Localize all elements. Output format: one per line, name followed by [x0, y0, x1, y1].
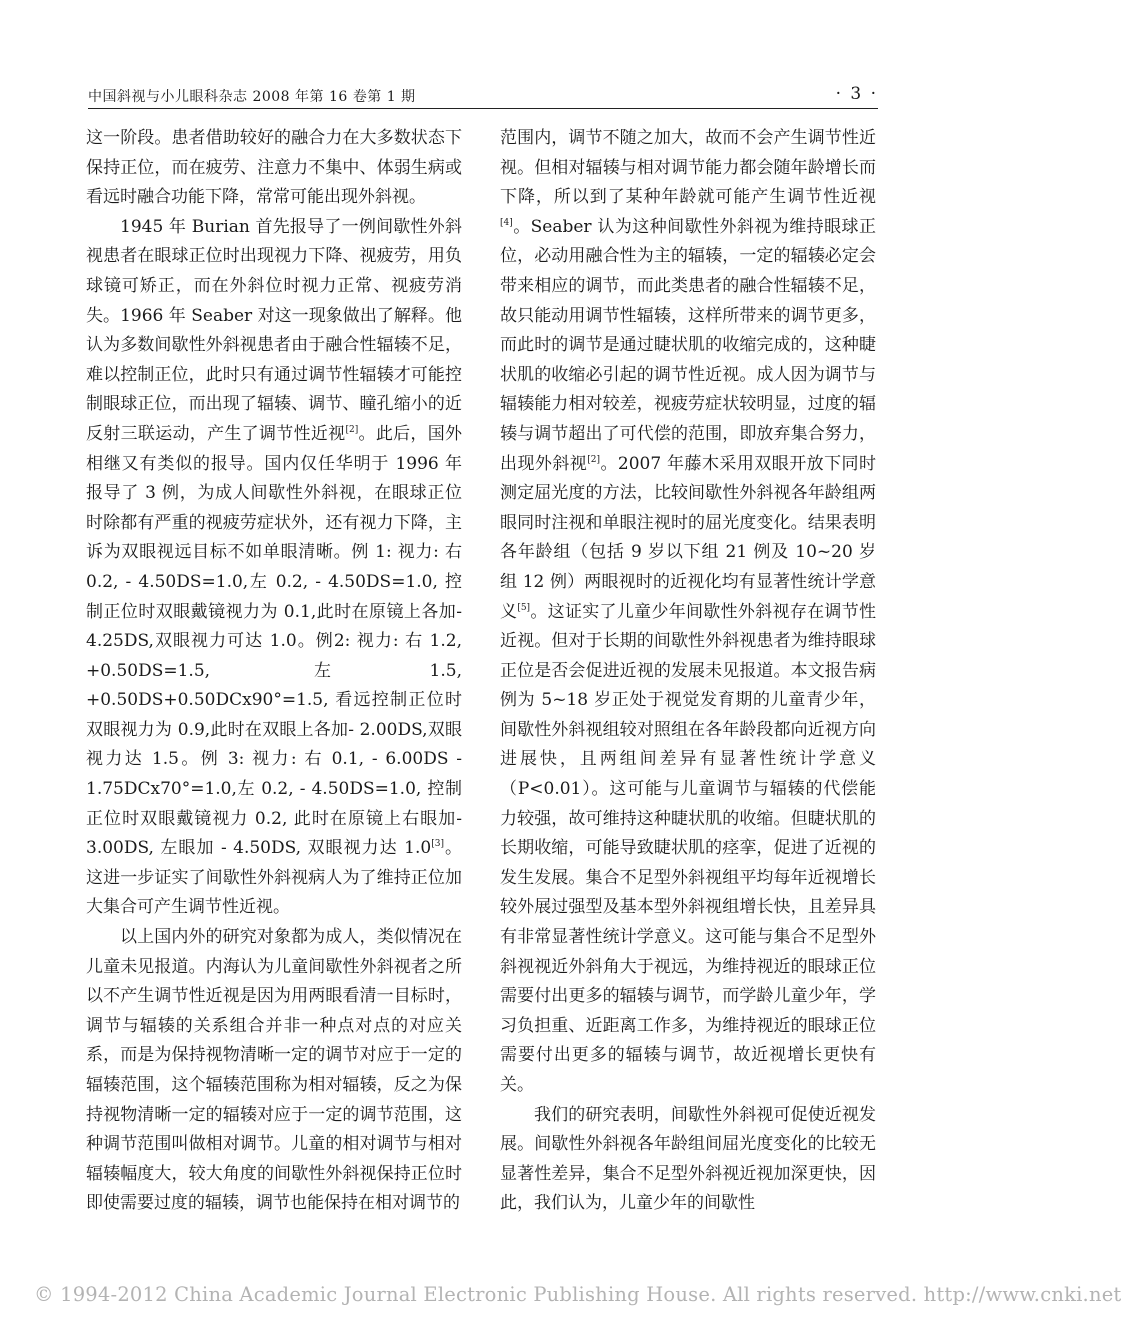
paragraph: 我们的研究表明，间歇性外斜视可促使近视发展。间歇性外斜视各年龄组间屈光度变化的比较无显著性差异，集合不足型外斜视近视加深更快，因此，我们认为，儿童少年的间歇性	[500, 1104, 876, 1214]
journal-title: 中国斜视与小儿眼科杂志 2008 年第 16 卷第 1 期	[88, 89, 416, 105]
paragraph: 1945 年 Burian 首先报导了一例间歇性外斜视患者在眼球正位时出现视力下降、视疲劳，用负球镜可矫正，而在外斜位时视力正常、视疲劳消失。1966 年 Seaber 对这一现象做出了解释。他认为多数间歇性外斜视患者由于融合性辐辏不足，难以控制正位，此时只有通过调节性辐辏才可能控制眼球正位，而出现了辐辏、调节、瞳孔缩小的近反射三联运动，产生了调节性近视[2]。此后，国外相继又有类似的报导。国内仅任华明于 1996 年报导了 3 例，为成人间歇性外斜视，在眼球正位时除都有严重的视疲劳症状外，还有视力下降，主诉为双眼视远目标不如单眼清晰。例 1: 视力: 右 0.2, - 4.50DS=1.0,左 0.2, - 4.50DS=1.0, 控制正位时双眼戴镜视力为 0.1,此时在原镜上各加- 4.25DS,双眼视力可达 1.0。例2: 视力: 右 1.2, +0.50DS=1.5, 左1.5, +0.50DS+0.50DCx90°=1.5, 看远控制正位时双眼视力为 0.9,此时在双眼上各加- 2.00DS,双眼视力达 1.5。例 3: 视力: 右 0.1, - 6.00DS - 1.75DCx70°=1.0,左 0.2, - 4.50DS=1.0, 控制正位时双眼戴镜视力 0.2, 此时在原镜上右眼加- 3.00DS, 左眼加 - 4.50DS, 双眼视力达 1.0[3]。这进一步证实了间歇性外斜视病人为了维持正位加大集合可产生调节性近视。	[86, 216, 463, 918]
citation: [2]	[345, 424, 359, 435]
citation: [2]	[587, 454, 601, 465]
page-number: · 3 ·	[835, 84, 878, 104]
right-column	[500, 124, 876, 1219]
paragraph: 范围内，调节不随之加大，故而不会产生调节性近视。但相对辐辏与相对调节能力都会随年龄增长而下降，所以到了某种年龄就可能产生调节性近视[4]。Seaber 认为这种间歇性外斜视为维持眼球正位，必动用融合性为主的辐辏，一定的辐辏必定会带来相应的调节，而此类患者的融合性辐辏不足，故只能动用调节性辐辏，这样所带来的调节更多，而此时的调节是通过睫状肌的收缩完成的，这种睫状肌的收缩必引起的调节性近视。成人因为调节与辐辏能力相对较差，视疲劳症状较明显，过度的辐辏与调节超出了可代偿的范围，即放弃集合努力，出现外斜视[2]。2007 年藤木采用双眼开放下同时测定屈光度的方法，比较间歇性外斜视各年龄组两眼同时注视和单眼注视时的屈光度变化。结果表明各年龄组（包括 9 岁以下组 21 例及 10~20 岁组 12 例）两眼视时的近视化均有显著性统计学意义[5]。这证实了儿童少年间歇性外斜视存在调节性近视。但对于长期的间歇性外斜视患者为维持眼球正位是否会促进近视的发展未见报道。本文报告病例为 5~18 岁正处于视觉发育期的儿童青少年，间歇性外斜视组较对照组在各年龄段都向近视方向进展快，且两组间差异有显著性统计学意义（P<0.01）。这可能与儿童调节与辐辏的代偿能力较强，故可维持这种睫状肌的收缩。但睫状肌的长期收缩，可能导致睫状肌的痉挛，促进了近视的发生发展。集合不足型外斜视组平均每年近视增长较外展过强型及基本型外斜视组增长快，且差异具有非常显著性统计学意义。这可能与集合不足型外斜视视近外斜角大于视远，为维持视近的眼球正位需要付出更多的辐辏与调节，而学龄儿童少年，学习负担重、近距离工作多，为维持视近的眼球正位需要付出更多的辐辏与调节，故近视增长更快有关。	[500, 128, 877, 1095]
paragraph: 这一阶段。患者借助较好的融合力在大多数状态下保持正位，而在疲劳、注意力不集中、体弱生病或看远时融合功能下降，常常可能出现外斜视。	[86, 128, 462, 208]
left-column	[86, 124, 462, 1219]
citation: [3]	[431, 839, 444, 850]
running-header	[88, 84, 878, 108]
citation: [5]	[517, 602, 531, 613]
copyright-footer: © 1994-2012 China Academic Journal Electronic Publishing House. All rights reserved. http://www.cnki.net	[34, 1283, 1121, 1306]
header-rule	[88, 108, 878, 109]
paragraph: 以上国内外的研究对象都为成人，类似情况在儿童未见报道。内海认为儿童间歇性外斜视者之所以不产生调节性近视是因为用两眼看清一目标时，调节与辐辏的关系组合并非一种点对点的对应关系，而是为保持视物清晰一定的调节对应于一定的辐辏范围，这个辐辏范围称为相对辐辏，反之为保持视物清晰一定的辐辏对应于一定的调节范围，这种调节范围叫做相对调节。儿童的相对调节与相对辐辏幅度大，较大角度的间歇性外斜视保持正位时即使需要过度的辐辏，调节也能保持在相对调节的	[86, 927, 462, 1214]
citation: [4]	[500, 217, 513, 228]
